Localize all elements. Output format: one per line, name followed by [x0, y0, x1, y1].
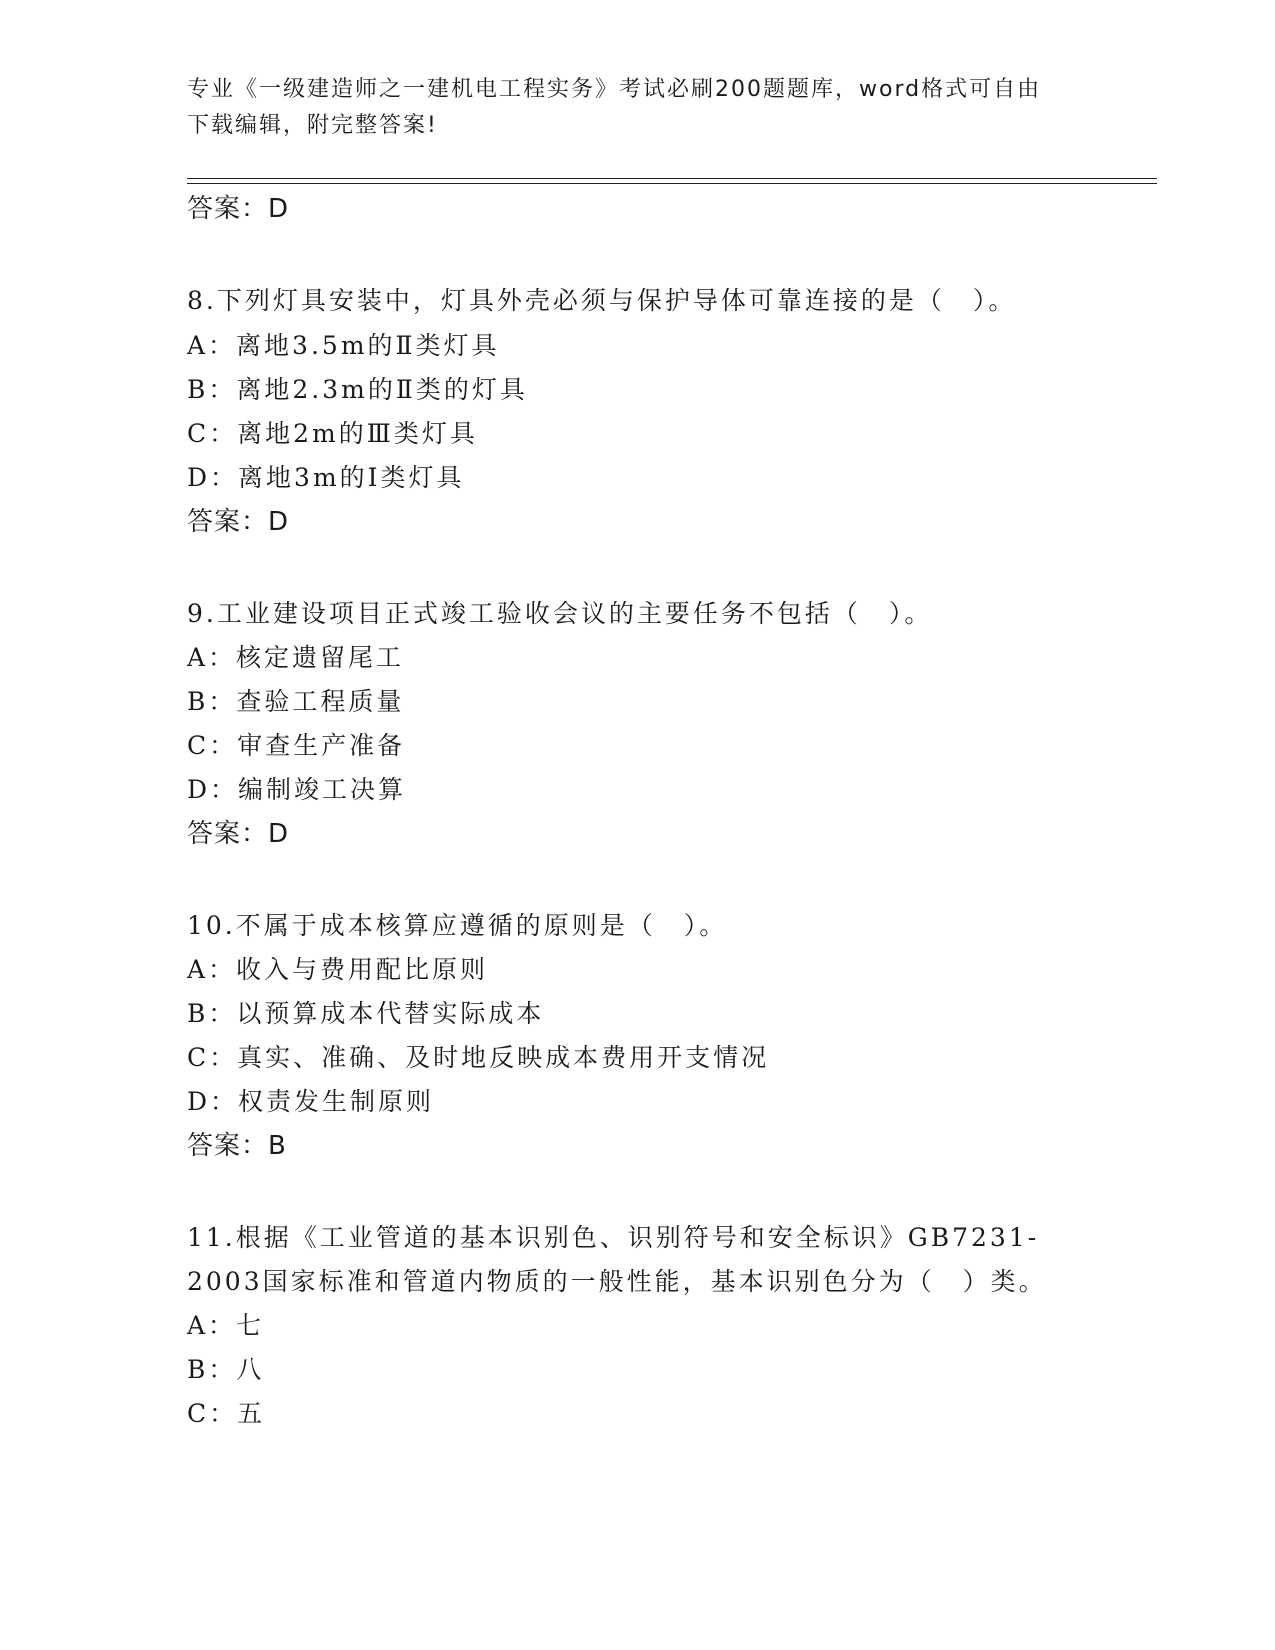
question-10-answer: 答案：B [187, 1131, 287, 1161]
question-9-stem: 9.工业建设项目正式竣工验收会议的主要任务不包括（ ）。 [187, 599, 933, 628]
question-10-option-c: C：真实、准确、及时地反映成本费用开支情况 [187, 1043, 770, 1072]
document-header [187, 72, 1077, 144]
header-divider-top [187, 178, 1157, 179]
previous-answer: 答案：D [187, 194, 290, 224]
question-11-option-a: A：七 [187, 1311, 265, 1340]
question-11-stem-line-1: 11.根据《工业管道的基本识别色、识别符号和安全标识》GB7231- [187, 1223, 1040, 1252]
header-line-1: 专业《一级建造师之一建机电工程实务》考试必刷200题题库，word格式可自由 [187, 77, 1042, 102]
question-11-stem-line-2: 2003国家标准和管道内物质的一般性能，基本识别色分为（ ）类。 [187, 1267, 1047, 1296]
question-8-option-d: D：离地3m的Ⅰ类灯具 [187, 463, 465, 492]
question-8-option-c: C：离地2m的Ⅲ类灯具 [187, 419, 478, 448]
question-10-option-a: A：收入与费用配比原则 [187, 955, 489, 984]
question-9-option-d: D：编制竣工决算 [187, 775, 407, 804]
header-line-2: 下载编辑，附完整答案! [187, 113, 438, 138]
header-divider-bottom [187, 183, 1157, 184]
question-11-option-c: C：五 [187, 1399, 266, 1428]
question-9-answer: 答案：D [187, 819, 290, 849]
question-10-option-d: D：权责发生制原则 [187, 1087, 435, 1116]
question-9-option-c: C：审查生产准备 [187, 731, 406, 760]
question-8-option-a: A：离地3.5m的Ⅱ类灯具 [187, 331, 500, 360]
question-8-answer: 答案：D [187, 507, 290, 537]
question-9-option-a: A：核定遗留尾工 [187, 643, 405, 672]
question-11-option-b: B：八 [187, 1355, 265, 1384]
question-8-option-b: B：离地2.3m的Ⅱ类的灯具 [187, 375, 528, 404]
question-10-option-b: B：以预算成本代替实际成本 [187, 999, 545, 1028]
question-8-stem: 8.下列灯具安装中，灯具外壳必须与保护导体可靠连接的是（ ）。 [187, 286, 1017, 315]
question-9-option-b: B：查验工程质量 [187, 687, 405, 716]
question-10-stem: 10.不属于成本核算应遵循的原则是（ ）。 [187, 911, 728, 940]
